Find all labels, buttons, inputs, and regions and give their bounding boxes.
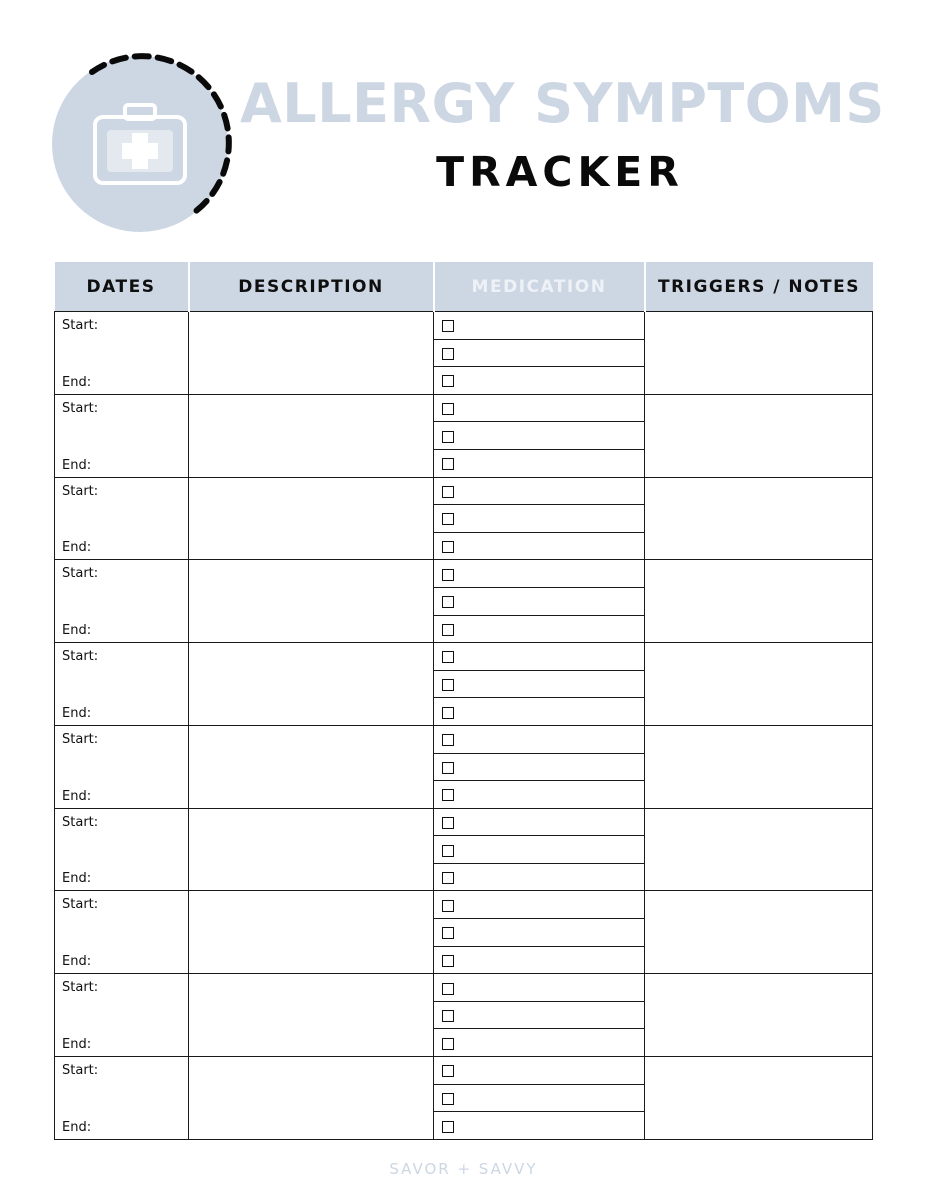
start-label: Start: bbox=[62, 980, 99, 996]
column-header-triggers-notes: TRIGGERS / NOTES bbox=[645, 262, 873, 312]
end-label: End: bbox=[62, 623, 92, 639]
medication-checkbox[interactable] bbox=[442, 845, 454, 857]
start-label: Start: bbox=[62, 897, 99, 913]
footer-brand: SAVOR + SAVVY bbox=[389, 1160, 538, 1178]
dates-cell[interactable] bbox=[55, 891, 189, 974]
medication-cell[interactable] bbox=[434, 560, 645, 588]
medication-checkbox[interactable] bbox=[442, 458, 454, 470]
end-label: End: bbox=[62, 954, 92, 970]
medication-cell[interactable] bbox=[434, 477, 645, 505]
triggers-notes-cell[interactable] bbox=[645, 394, 873, 477]
medication-cell[interactable] bbox=[434, 505, 645, 533]
start-label: Start: bbox=[62, 814, 99, 830]
medication-checkbox[interactable] bbox=[442, 486, 454, 498]
medication-checkbox[interactable] bbox=[442, 403, 454, 415]
medication-checkbox[interactable] bbox=[442, 1121, 454, 1133]
table-row bbox=[55, 643, 873, 671]
medication-cell[interactable] bbox=[434, 367, 645, 395]
start-label: Start: bbox=[62, 400, 99, 416]
medication-cell[interactable] bbox=[434, 753, 645, 781]
table-row bbox=[55, 1057, 873, 1085]
dates-cell[interactable] bbox=[55, 394, 189, 477]
table-row bbox=[55, 725, 873, 753]
table-row bbox=[55, 477, 873, 505]
medication-cell[interactable] bbox=[434, 312, 645, 340]
medication-checkbox[interactable] bbox=[442, 983, 454, 995]
triggers-notes-cell[interactable] bbox=[645, 560, 873, 643]
tracker-body bbox=[55, 312, 873, 1140]
medication-checkbox[interactable] bbox=[442, 734, 454, 746]
description-cell[interactable] bbox=[189, 974, 434, 1057]
description-cell[interactable] bbox=[189, 477, 434, 560]
medication-checkbox[interactable] bbox=[442, 1065, 454, 1077]
medication-cell[interactable] bbox=[434, 919, 645, 947]
triggers-notes-cell[interactable] bbox=[645, 725, 873, 808]
triggers-notes-cell[interactable] bbox=[645, 974, 873, 1057]
triggers-notes-cell[interactable] bbox=[645, 808, 873, 891]
description-cell[interactable] bbox=[189, 560, 434, 643]
medication-cell[interactable] bbox=[434, 725, 645, 753]
medication-cell[interactable] bbox=[434, 946, 645, 974]
column-header-medication: MEDICATION bbox=[434, 262, 645, 312]
medication-checkbox[interactable] bbox=[442, 651, 454, 663]
medication-cell[interactable] bbox=[434, 1029, 645, 1057]
description-cell[interactable] bbox=[189, 725, 434, 808]
medication-cell[interactable] bbox=[434, 615, 645, 643]
medication-checkbox[interactable] bbox=[442, 679, 454, 691]
medication-checkbox[interactable] bbox=[442, 927, 454, 939]
medication-checkbox[interactable] bbox=[442, 900, 454, 912]
title-bottom: TRACKER bbox=[436, 148, 684, 196]
description-cell[interactable] bbox=[189, 891, 434, 974]
column-header-dates: DATES bbox=[55, 262, 189, 312]
end-label: End: bbox=[62, 374, 92, 390]
medication-checkbox[interactable] bbox=[442, 596, 454, 608]
dates-cell[interactable] bbox=[55, 477, 189, 560]
table-row bbox=[55, 808, 873, 836]
description-cell[interactable] bbox=[189, 394, 434, 477]
description-cell[interactable] bbox=[189, 312, 434, 395]
medication-cell[interactable] bbox=[434, 394, 645, 422]
medication-cell[interactable] bbox=[434, 974, 645, 1002]
medication-checkbox[interactable] bbox=[442, 707, 454, 719]
title-top: ALLERGY SYMPTOMS bbox=[240, 72, 885, 135]
medication-cell[interactable] bbox=[434, 891, 645, 919]
medication-cell[interactable] bbox=[434, 532, 645, 560]
dates-cell[interactable] bbox=[55, 312, 189, 395]
end-label: End: bbox=[62, 871, 92, 887]
tracker-table bbox=[54, 262, 873, 1140]
medication-checkbox[interactable] bbox=[442, 513, 454, 525]
table-row bbox=[55, 891, 873, 919]
end-label: End: bbox=[62, 1119, 92, 1135]
end-label: End: bbox=[62, 1037, 92, 1053]
medication-checkbox[interactable] bbox=[442, 1010, 454, 1022]
start-label: Start: bbox=[62, 731, 99, 747]
description-cell[interactable] bbox=[189, 808, 434, 891]
end-label: End: bbox=[62, 788, 92, 804]
medication-checkbox[interactable] bbox=[442, 375, 454, 387]
medication-cell[interactable] bbox=[434, 1112, 645, 1140]
medication-checkbox[interactable] bbox=[442, 569, 454, 581]
logo-badge bbox=[52, 52, 234, 234]
medication-cell[interactable] bbox=[434, 836, 645, 864]
medication-cell[interactable] bbox=[434, 1057, 645, 1085]
medication-cell[interactable] bbox=[434, 781, 645, 809]
medication-cell[interactable] bbox=[434, 449, 645, 477]
description-cell[interactable] bbox=[189, 1057, 434, 1140]
end-label: End: bbox=[62, 457, 92, 473]
start-label: Start: bbox=[62, 483, 99, 499]
medication-checkbox[interactable] bbox=[442, 789, 454, 801]
medication-cell[interactable] bbox=[434, 643, 645, 671]
medication-cell[interactable] bbox=[434, 863, 645, 891]
triggers-notes-cell[interactable] bbox=[645, 1057, 873, 1140]
medication-cell[interactable] bbox=[434, 422, 645, 450]
medication-cell[interactable] bbox=[434, 808, 645, 836]
dates-cell[interactable] bbox=[55, 1057, 189, 1140]
dates-cell[interactable] bbox=[55, 643, 189, 726]
medication-checkbox[interactable] bbox=[442, 817, 454, 829]
end-label: End: bbox=[62, 540, 92, 556]
table-header-row bbox=[55, 262, 873, 312]
medication-cell[interactable] bbox=[434, 670, 645, 698]
description-cell[interactable] bbox=[189, 643, 434, 726]
dates-cell[interactable] bbox=[55, 974, 189, 1057]
medication-cell[interactable] bbox=[434, 1084, 645, 1112]
start-label: Start: bbox=[62, 318, 99, 333]
medication-cell[interactable] bbox=[434, 1001, 645, 1029]
triggers-notes-cell[interactable] bbox=[645, 477, 873, 560]
dates-cell[interactable] bbox=[55, 725, 189, 808]
start-label: Start: bbox=[62, 566, 99, 582]
table-row bbox=[55, 560, 873, 588]
triggers-notes-cell[interactable] bbox=[645, 312, 873, 395]
start-label: Start: bbox=[62, 1063, 99, 1079]
medication-checkbox[interactable] bbox=[442, 431, 454, 443]
column-header-description: DESCRIPTION bbox=[189, 262, 434, 312]
medication-checkbox[interactable] bbox=[442, 762, 454, 774]
medication-cell[interactable] bbox=[434, 698, 645, 726]
triggers-notes-cell[interactable] bbox=[645, 643, 873, 726]
medication-checkbox[interactable] bbox=[442, 1093, 454, 1105]
table-row bbox=[55, 394, 873, 422]
medication-checkbox[interactable] bbox=[442, 320, 454, 332]
medication-checkbox[interactable] bbox=[442, 955, 454, 967]
medication-checkbox[interactable] bbox=[442, 1038, 454, 1050]
medication-cell[interactable] bbox=[434, 587, 645, 615]
medication-checkbox[interactable] bbox=[442, 348, 454, 360]
dates-cell[interactable] bbox=[55, 560, 189, 643]
end-label: End: bbox=[62, 705, 92, 721]
table-row bbox=[55, 974, 873, 1002]
medication-checkbox[interactable] bbox=[442, 872, 454, 884]
table-row bbox=[55, 312, 873, 340]
medication-checkbox[interactable] bbox=[442, 541, 454, 553]
medication-checkbox[interactable] bbox=[442, 624, 454, 636]
triggers-notes-cell[interactable] bbox=[645, 891, 873, 974]
medication-cell[interactable] bbox=[434, 339, 645, 367]
start-label: Start: bbox=[62, 649, 99, 665]
dates-cell[interactable] bbox=[55, 808, 189, 891]
